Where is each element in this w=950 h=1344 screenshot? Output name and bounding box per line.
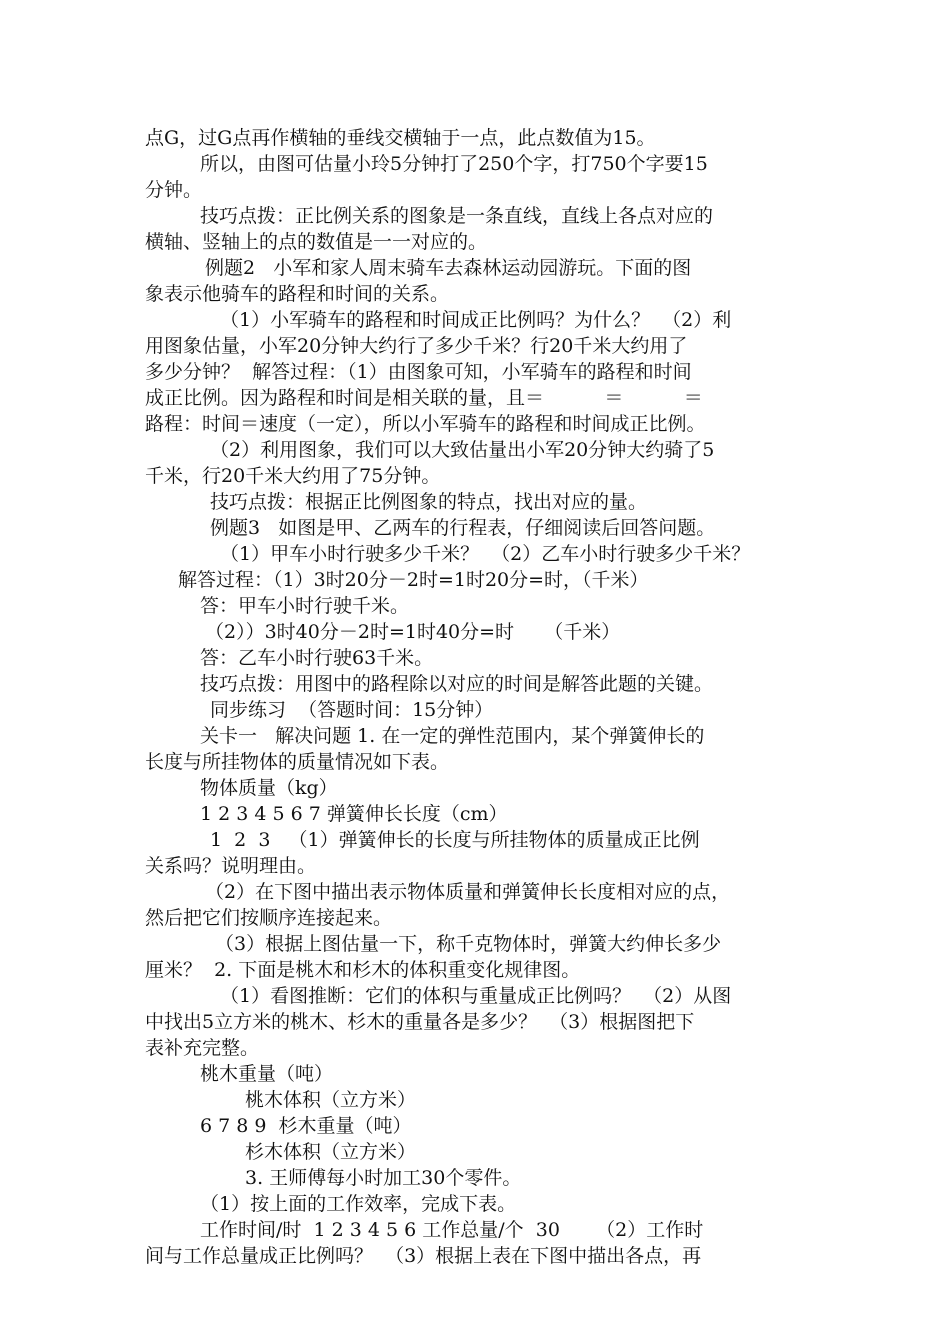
- text-line: 关系吗？说明理由。: [145, 855, 317, 877]
- text-line: 点G，过G点再作横轴的垂线交横轴于一点，此点数值为15。: [145, 127, 656, 149]
- text-line: 多少分钟？ 解答过程：（1）由图象可知，小军骑车的路程和时间: [145, 361, 692, 383]
- text-line: 答：乙车小时行驶63千米。: [200, 647, 434, 669]
- text-line: 间与工作总量成正比例吗？ （3）根据上表在下图中描出各点，再: [145, 1245, 702, 1267]
- text-line: （2）在下图中描出表示物体质量和弹簧伸长长度相对应的点，: [205, 881, 731, 903]
- text-line: （1）甲车小时行驶多少千米？ （2）乙车小时行驶多少千米？: [220, 543, 751, 565]
- text-line: 1 2 3 （1）弹簧伸长的长度与所挂物体的质量成正比例: [210, 829, 700, 851]
- text-line: 1 2 3 4 5 6 7 弹簧伸长长度（cm）: [200, 803, 508, 825]
- text-line: 中找出5立方米的桃木、杉木的重量各是多少？ （3）根据图把下: [145, 1011, 695, 1033]
- text-line: 同步练习 （答题时间：15分钟）: [210, 699, 494, 721]
- text-line: （1）按上面的工作效率，完成下表。: [200, 1193, 517, 1215]
- text-line: 路程：时间＝速度（一定），所以小军骑车的路程和时间成正比例。: [145, 413, 706, 435]
- text-line: 桃木重量（吨）: [200, 1063, 334, 1085]
- text-line: （1）看图推断：它们的体积与重量成正比例吗？ （2）从图: [220, 985, 732, 1007]
- text-line: 答：甲车小时行驶千米。: [200, 595, 410, 617]
- text-line: （2））3时40分－2时=1时40分=时 （千米）: [205, 621, 621, 643]
- text-line: （1）小军骑车的路程和时间成正比例吗？为什么？ （2）利: [220, 309, 732, 331]
- text-line: 3. 王师傅每小时加工30个零件。: [245, 1167, 522, 1189]
- text-line: 关卡一 解决问题 1. 在一定的弹性范围内，某个弹簧伸长的: [200, 725, 705, 747]
- text-line: 分钟。: [145, 179, 203, 201]
- text-line: 用图象估量，小军20分钟大约行了多少千米？行20千米大约用了: [145, 335, 688, 357]
- text-line: 例题2 小军和家人周末骑车去森林运动园游玩。下面的图: [205, 257, 692, 279]
- text-line: 然后把它们按顺序连接起来。: [145, 907, 393, 929]
- text-line: 例题3 如图是甲、乙两车的行程表，仔细阅读后回答问题。: [210, 517, 716, 539]
- text-line: 技巧点拨：正比例关系的图象是一条直线，直线上各点对应的: [200, 205, 714, 227]
- text-line: 所以，由图可估量小玲5分钟打了250个字，打750个字要15: [200, 153, 708, 175]
- text-line: 成正比例。因为路程和时间是相关联的量，且＝ ＝ ＝: [145, 387, 703, 409]
- text-line: 厘米？ 2. 下面是桃木和杉木的体积重变化规律图。: [145, 959, 581, 981]
- text-line: 工作时间/时 1 2 3 4 5 6 工作总量/个 30 （2）工作时: [200, 1219, 704, 1241]
- text-line: 解答过程：（1）3时20分－2时=1时20分=时，（千米）: [178, 569, 649, 591]
- text-line: 技巧点拨：用图中的路程除以对应的时间是解答此题的关键。: [200, 673, 714, 695]
- text-line: 长度与所挂物体的质量情况如下表。: [145, 751, 450, 773]
- text-line: （2）利用图象，我们可以大致估量出小军20分钟大约骑了5: [210, 439, 715, 461]
- text-line: 千米，行20千米大约用了75分钟。: [145, 465, 441, 487]
- text-line: 桃木体积（立方米）: [245, 1089, 417, 1111]
- text-line: 象表示他骑车的路程和时间的关系。: [145, 283, 450, 305]
- text-line: 物体质量（kg）: [200, 777, 338, 799]
- text-line: 横轴、竖轴上的点的数值是一一对应的。: [145, 231, 488, 253]
- text-line: 6 7 8 9 杉木重量（吨）: [200, 1115, 412, 1137]
- text-line: 表补充完整。: [145, 1037, 260, 1059]
- text-line: 技巧点拨：根据正比例图象的特点，找出对应的量。: [210, 491, 648, 513]
- text-line: 杉木体积（立方米）: [245, 1141, 417, 1163]
- text-line: （3）根据上图估量一下，称千克物体时，弹簧大约伸长多少: [215, 933, 722, 955]
